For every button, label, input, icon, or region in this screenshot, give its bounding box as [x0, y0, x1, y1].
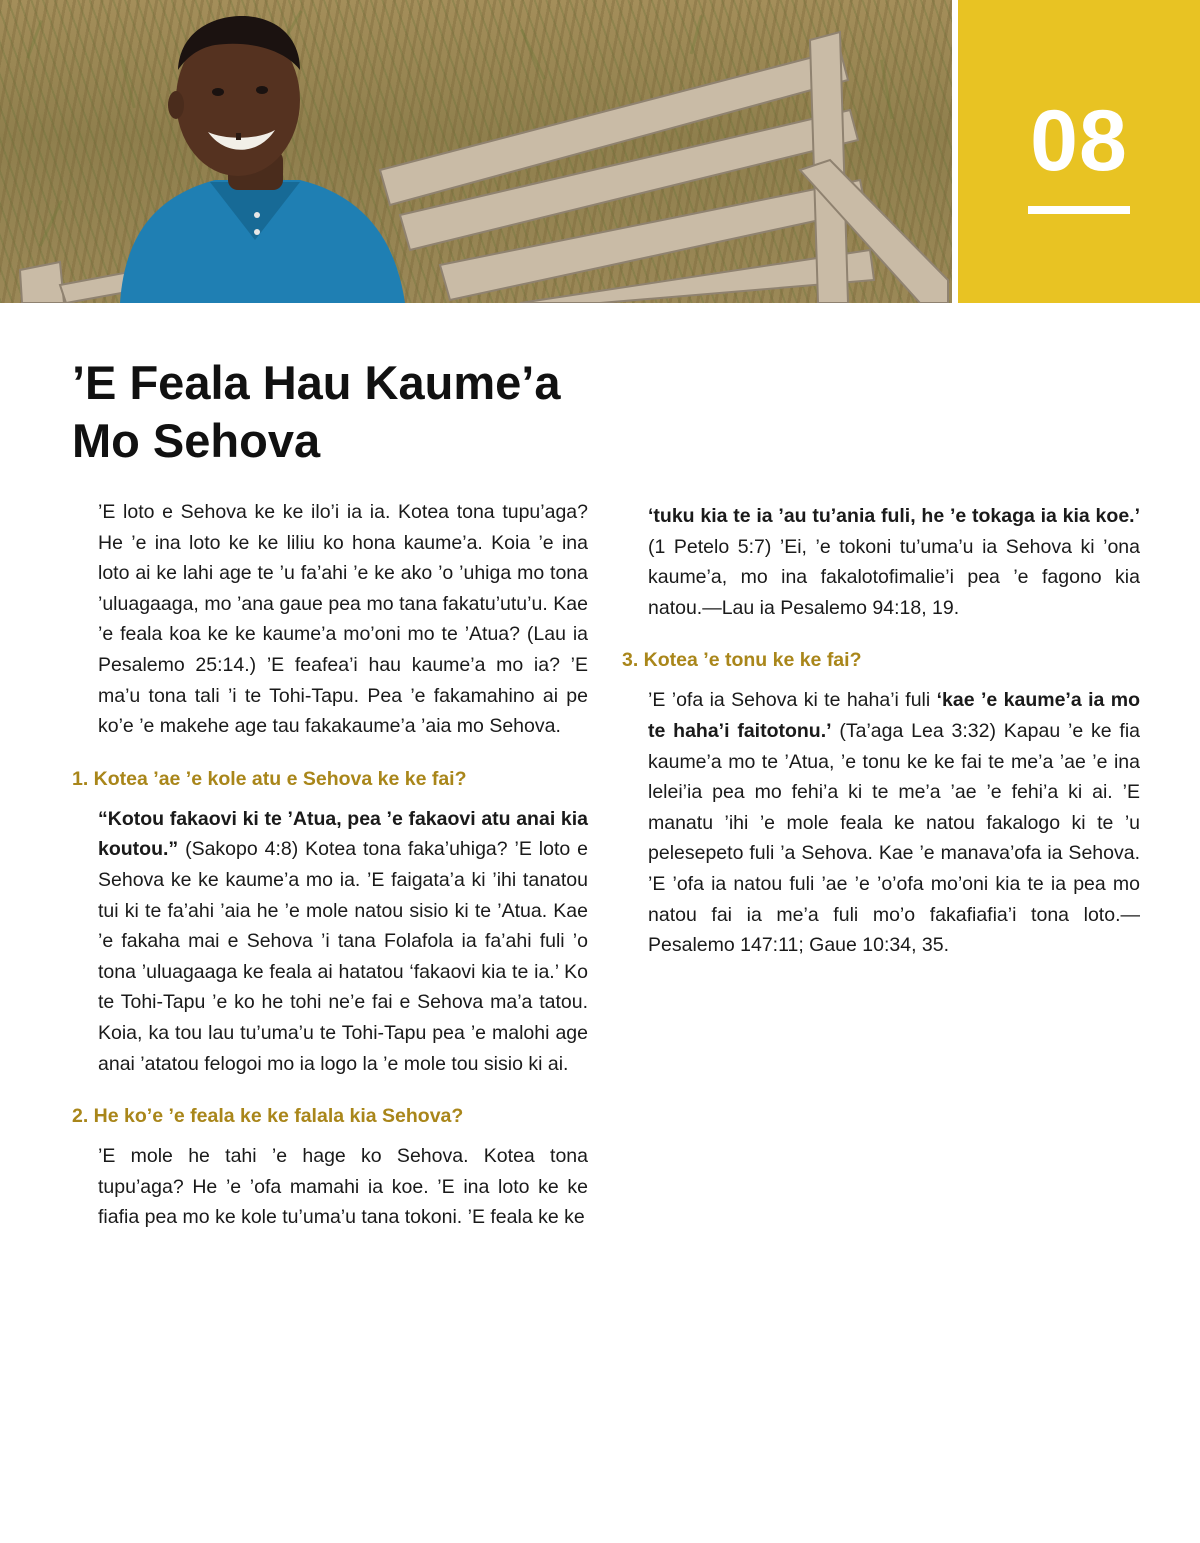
intro-paragraph: ’E loto e Sehova ke ke ilo’i ia ia. Kotea tona tupu’aga? He ’e ina loto ke ke liliu ko hona kaume’a. Koia ’e ina loto ai ke lahi age te ’u fa’ahi ’e ke ako ’o ’uhiga mo tona ’uluagaaga, mo ’ana gaue pea mo tana fakatu’utu’u. Kae ’e feala koa ke ke kaume’a mo’oni mo te ’Atua? (Lau ia Pesalemo 25:14.) ’E feafea’i hau kaume’a mo ia? ’E ma’u tona tali ’i te Tohi-Tapu. Pea ’e fakamahino ai pe ko’e ’e makehe age tau fakakaume’a ’aia mo Sehova. [98, 501, 588, 738]
answer-3-text-end: (Ta’aga Lea 3:32) Kapau ’e ke fia kaume’a mo te ’Atua, ’e tonu ke ke fai te me’a ’ae ’e ina lelei’ia pea mo fehi’a ki te me’a ’ae ’e fehi’a ki ai. ’E manatu ’ihi ’e mole feala ke natou fakalogo ki te ’u pelesepeto fuli ’a Sehova. Kae ’e manava’ofa ia Sehova. ’E ’ofa ia natou fuli ’ae ’e ’o’ofa mo’oni kia te ia pea mo natou fai ia me’a fuli mo’o fakafiafia’i tona loto.—Pesalemo 147:11; Gaue 10:34, 35. [648, 719, 1140, 957]
man-with-bench-illustration [0, 0, 952, 303]
right-column [622, 501, 1140, 961]
page-title-line-1: ’E Feala Hau Kaume’a [72, 356, 561, 409]
answer-3-paragraph [622, 685, 1140, 960]
answer-2-paragraph-continued [622, 501, 1140, 623]
answer-3-bold-quote: ‘kae ’e kaume’a ia mo te haha’i faitotonu.’ [648, 689, 1140, 742]
header-photo [0, 0, 952, 303]
page-title-line-2: Mo Sehova [72, 414, 321, 467]
question-1-heading: 1. Kotea ’ae ’e kole atu e Sehova ke ke fai? [72, 767, 467, 790]
answer-2-paragraph-start: ’E mole he tahi ’e hage ko Sehova. Kotea tona tupu’aga? He ’e ’ofa mamahi ia koe. ’E ina loto ke ke fiafia pea mo ke kole tu’uma’u tana tokoni. ’E feala ke ke [98, 1145, 588, 1229]
answer-1-bold-quote: “Kotou fakaovi ki te ’Atua, pea ’e fakaovi atu anai kia koutou.” [98, 807, 588, 861]
answer-2-text-end: (1 Petelo 5:7) ’Ei, ’e tokoni tu’uma’u ia Sehova ki ’ona kaume’a, mo ina fakalotofimalie’i pea ’e fagono kia natou.—Lau ia Pesalemo 94:18, 19. [648, 535, 1140, 619]
left-column [72, 497, 588, 1233]
answer-1-paragraph [72, 804, 588, 1079]
chapter-underline [1028, 206, 1130, 214]
question-2-heading: 2. He ko’e ’e feala ke ke falala kia Sehova? [72, 1105, 464, 1128]
chapter-number: 08 [1030, 93, 1128, 189]
page-title [72, 354, 692, 470]
answer-1-text: (Sakopo 4:8) Kotea tona faka’uhiga? ’E loto e Sehova ke ke kaume’a mo ia. ’E faigata’a ki ’ihi tanatou tui ki te fa’ahi ’aia he ’e mole natou sisio ki te ’Atua. Kae ’e fakaha mai e Sehova ’i tana Folafola ia fa’ahi fuli ’o tona ’uluagaaga ke feala ai hatatou ‘fakaovi kia te ia.’ Ko te Tohi-Tapu ’e ko he tohi ne’e fai e Sehova ma’a tatou. Koia, ka tou lau tu’uma’u te Tohi-Tapu pea ’e malohi age anai ’atatou felogoi mo ia logo la ’e mole tou sisio ki ai. [98, 838, 588, 1075]
answer-2-bold-quote: ‘tuku kia te ia ’au tu’ania fuli, he ’e tokaga ia kia koe.’ [648, 505, 1140, 527]
question-3-heading: 3. Kotea ’e tonu ke ke fai? [622, 649, 862, 672]
answer-3-text-start: ’E ’ofa ia Sehova ki te haha’i fuli [648, 689, 937, 712]
chapter-badge [958, 0, 1200, 303]
